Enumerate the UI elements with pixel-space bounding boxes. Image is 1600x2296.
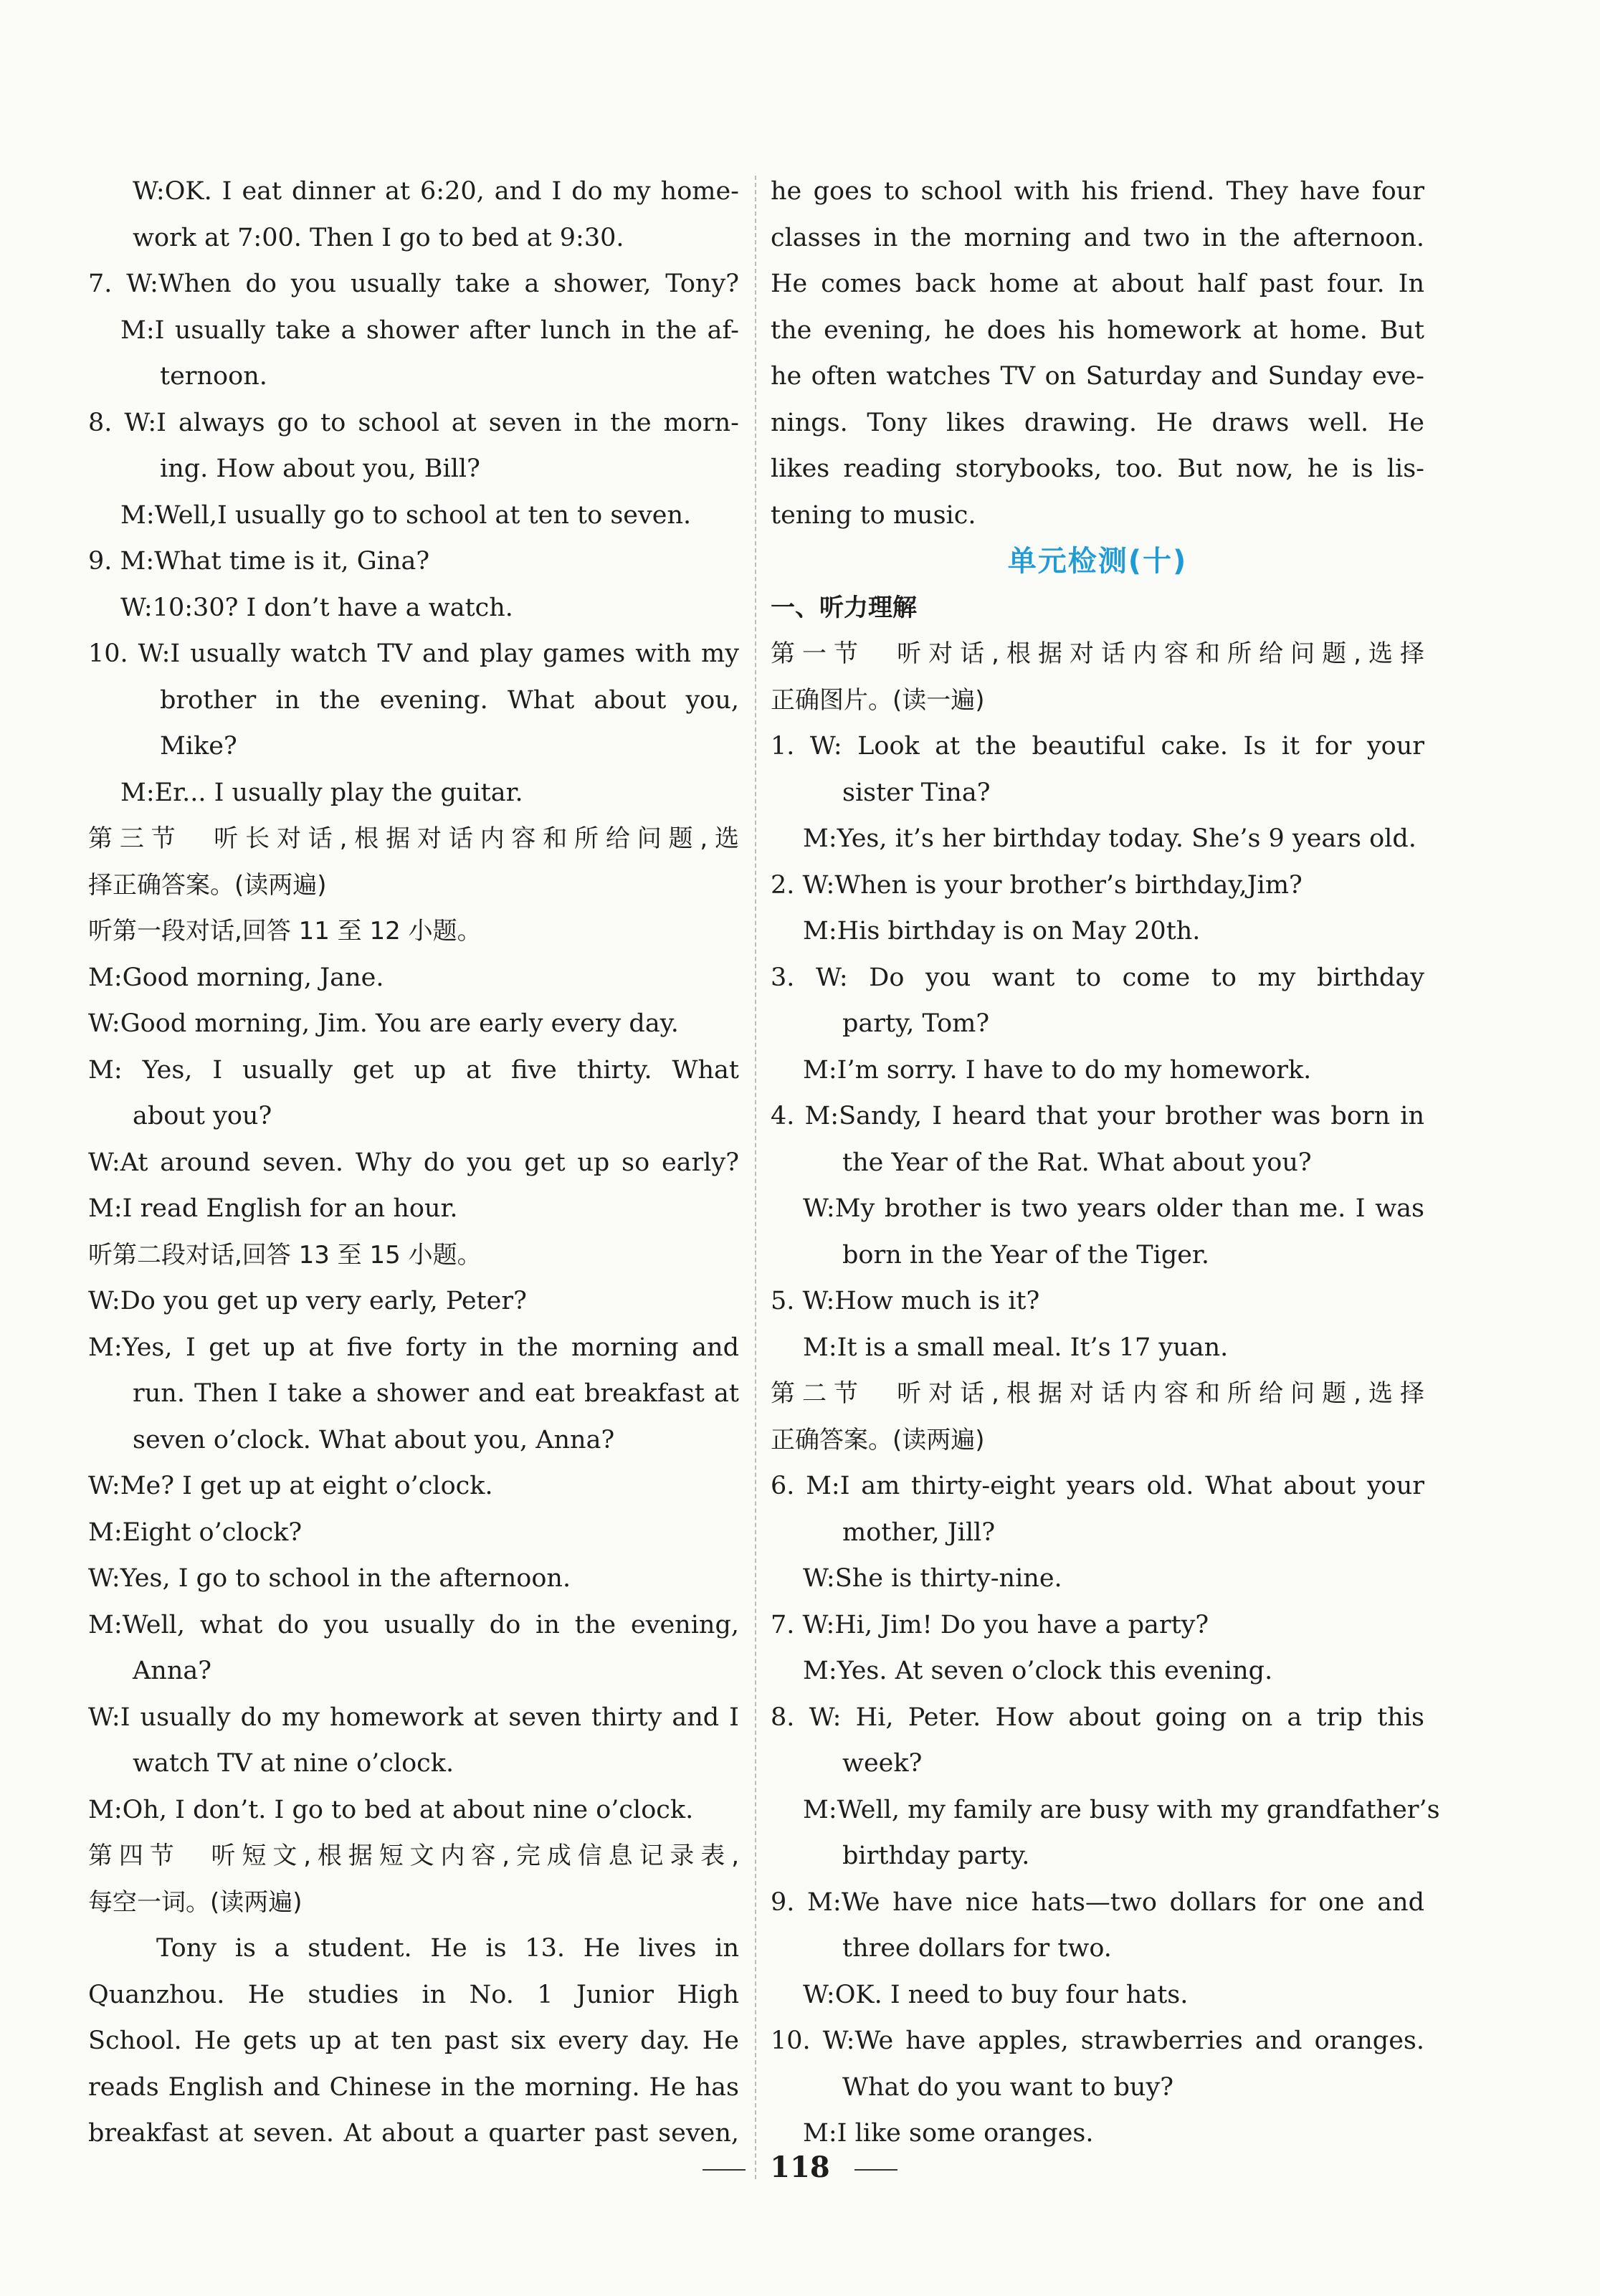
section-heading-line: 听第二段对话,回答 13 至 15 小题。	[88, 1240, 482, 1270]
text-line: run. Then I take a shower and eat breakfast at	[133, 1379, 739, 1408]
text-line: W:She is thirty-nine.	[803, 1564, 1062, 1593]
text-line: watch TV at nine o’clock.	[133, 1749, 454, 1778]
page-number: 118	[770, 2150, 830, 2184]
text-line: he goes to school with his friend. They have four	[771, 177, 1424, 206]
text-line: breakfast at seven. At about a quarter past seven,	[88, 2119, 739, 2148]
left-column	[88, 168, 739, 2157]
text-line: classes in the morning and two in the afternoon.	[771, 223, 1424, 252]
text-line: 2. W:When is your brother’s birthday,Jim?	[771, 870, 1303, 900]
text-line: mother, Jill?	[842, 1518, 996, 1547]
text-line: W:Yes, I go to school in the afternoon.	[88, 1564, 571, 1593]
footer-dash-right	[854, 2169, 897, 2171]
text-line: seven o’clock. What about you, Anna?	[133, 1425, 615, 1454]
text-line: M:Well, my family are busy with my grandfather’s	[803, 1795, 1440, 1824]
text-line: M:Eight o’clock?	[88, 1518, 303, 1547]
text-line: W:I usually do my homework at seven thirty and I	[88, 1702, 739, 1732]
text-line: he often watches TV on Saturday and Sunday eve-	[771, 362, 1424, 391]
text-line: W:My brother is two years older than me. I was	[803, 1194, 1424, 1223]
text-line: M:Oh, I don’t. I go to bed at about nine o’clock.	[88, 1795, 694, 1824]
section-heading-line: 正确图片。(读一遍)	[771, 685, 985, 715]
text-line: reads English and Chinese in the morning. He has	[88, 2072, 739, 2102]
text-line: 5. W:How much is it?	[771, 1287, 1040, 1315]
text-line: party, Tom?	[842, 1009, 990, 1038]
text-line: 7. W:Hi, Jim! Do you have a party?	[771, 1610, 1209, 1639]
text-line: Quanzhou. He studies in No. 1 Junior High	[88, 1980, 739, 2009]
text-line: 3. W: Do you want to come to my birthday	[771, 963, 1424, 992]
text-line: M:Good morning, Jane.	[88, 963, 384, 992]
text-line: W:OK. I eat dinner at 6:20, and I do my home-	[133, 177, 739, 206]
text-line: School. He gets up at ten past six every day. He	[88, 2026, 739, 2055]
text-line: M:I like some oranges.	[803, 2119, 1094, 2148]
text-line: M:Er... I usually play the guitar.	[120, 778, 523, 807]
text-line: He comes back home at about half past four. In	[771, 270, 1424, 298]
right-column	[771, 168, 1440, 2157]
text-line: M:I’m sorry. I have to do my homework.	[803, 1055, 1312, 1085]
text-line: Mike?	[160, 732, 237, 761]
text-line: 7. W:When do you usually take a shower, Tony?	[88, 270, 739, 298]
text-line: brother in the evening. What about you,	[160, 685, 739, 715]
section-heading-line: 第二节 听对话,根据对话内容和所给问题,选择	[771, 1379, 1424, 1408]
section-heading-line: 每空一词。(读两遍)	[88, 1887, 303, 1917]
text-line: sister Tina?	[842, 778, 991, 807]
text-line: What do you want to buy?	[842, 2072, 1173, 2102]
text-line: Anna?	[133, 1657, 211, 1685]
text-line: 9. M:We have nice hats—two dollars for one and	[771, 1887, 1424, 1917]
text-line: tening to music.	[771, 500, 976, 530]
text-line: work at 7:00. Then I go to bed at 9:30.	[133, 223, 624, 252]
text-line: likes reading storybooks, too. But now, he is lis-	[771, 454, 1424, 483]
text-line: M:It is a small meal. It’s 17 yuan.	[803, 1333, 1229, 1362]
text-line: M:Well, what do you usually do in the evening,	[88, 1610, 739, 1639]
text-line: week?	[842, 1749, 923, 1778]
section-heading-line: 正确答案。(读两遍)	[771, 1425, 985, 1454]
text-line: M:I usually take a shower after lunch in the af-	[120, 315, 739, 345]
text-line: 8. W:I always go to school at seven in the morn-	[88, 408, 739, 437]
text-line: ternoon.	[160, 362, 267, 391]
text-line: the evening, he does his homework at home. But	[771, 315, 1424, 345]
text-line: Tony is a student. He is 13. He lives in	[156, 1934, 739, 1963]
unit-title: 单元检测(十)	[1007, 545, 1188, 578]
section-heading-line: 第四节 听短文,根据短文内容,完成信息记录表,	[88, 1842, 739, 1870]
text-line: 1. W: Look at the beautiful cake. Is it for your	[771, 732, 1424, 761]
text-line: W:OK. I need to buy four hats.	[803, 1980, 1189, 2009]
text-line: M:Yes. At seven o’clock this evening.	[803, 1657, 1273, 1685]
part-heading: 一、听力理解	[771, 593, 917, 622]
section-heading-line: 第三节 听长对话,根据对话内容和所给问题,选	[88, 824, 739, 853]
text-line: W:Me? I get up at eight o’clock.	[88, 1472, 493, 1500]
text-line: 6. M:I am thirty-eight years old. What about your	[771, 1472, 1424, 1500]
text-line: ing. How about you, Bill?	[160, 454, 480, 483]
footer-dash-left	[703, 2169, 746, 2171]
page-footer	[0, 2150, 1600, 2184]
text-line: 8. W: Hi, Peter. How about going on a trip this	[771, 1702, 1424, 1732]
text-line: the Year of the Rat. What about you?	[842, 1148, 1312, 1177]
text-line: W:At around seven. Why do you get up so early?	[88, 1148, 739, 1177]
text-line: about you?	[133, 1102, 272, 1130]
text-line: M:I read English for an hour.	[88, 1194, 458, 1223]
text-line: 10. W:I usually watch TV and play games with my	[88, 639, 739, 668]
section-heading-line: 择正确答案。(读两遍)	[88, 870, 327, 900]
text-line: 9. M:What time is it, Gina?	[88, 547, 430, 576]
column-divider	[755, 176, 756, 2179]
text-line: W:10:30? I don’t have a watch.	[120, 593, 513, 622]
section-heading-line: 第一节 听对话,根据对话内容和所给问题,选择	[771, 639, 1424, 668]
text-line: three dollars for two.	[842, 1934, 1112, 1963]
text-line: M: Yes, I usually get up at five thirty. What	[88, 1055, 739, 1085]
text-line: M:His birthday is on May 20th.	[803, 917, 1201, 945]
text-line: M:Yes, it’s her birthday today. She’s 9 years old.	[803, 824, 1416, 853]
text-line: W:Do you get up very early, Peter?	[88, 1287, 527, 1315]
text-line: nings. Tony likes drawing. He draws well. He	[771, 408, 1424, 437]
text-line: birthday party.	[842, 1842, 1030, 1870]
text-line: M:Yes, I get up at five forty in the morning and	[88, 1333, 739, 1362]
text-line: W:Good morning, Jim. You are early every day.	[88, 1009, 679, 1038]
text-line: 10. W:We have apples, strawberries and oranges.	[771, 2026, 1424, 2055]
text-line: M:Well,I usually go to school at ten to seven.	[120, 500, 692, 530]
text-line: born in the Year of the Tiger.	[842, 1240, 1209, 1270]
section-heading-line: 听第一段对话,回答 11 至 12 小题。	[88, 917, 482, 945]
text-line: 4. M:Sandy, I heard that your brother was born in	[771, 1102, 1424, 1130]
